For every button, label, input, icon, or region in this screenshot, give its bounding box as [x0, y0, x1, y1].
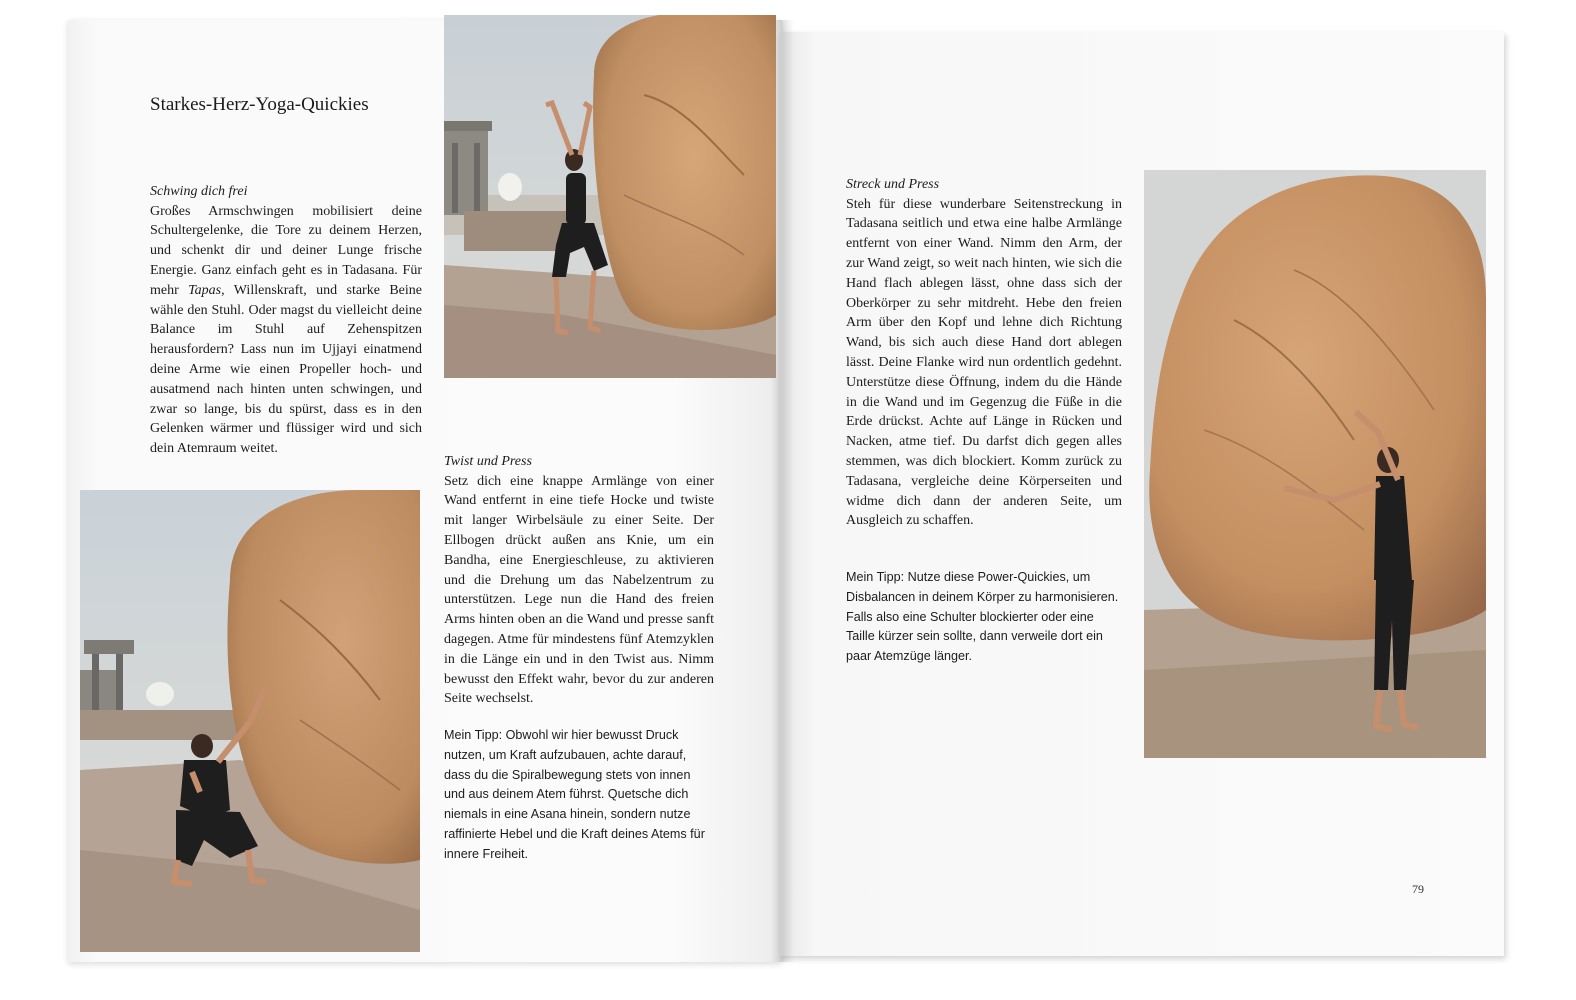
- tip-streck-und-press: Mein Tipp: Nutze diese Power-Quickies, um Disbalancen in deinem Körper zu harmonisieren. Falls also eine Schulter blockierter oder eine Taille kürzer sein sollte, dann verweile dort ein paar Atemzüge länger.: [846, 570, 1119, 664]
- photo-chair-pose: [444, 15, 776, 378]
- section-heading: Twist und Press: [444, 454, 532, 469]
- body-text-part1: Großes Armschwingen mobilisiert deine Schultergelenke, die Tore zu deinem Herzen, und schenkt dir und deiner Lunge frische Energie. Ganz einfach geht es in Tadasana. Für mehr: [150, 203, 422, 298]
- section-twist-und-press: [444, 452, 714, 709]
- section-body: Steh für diese wunderbare Seitenstreckung in Tadasana seitlich und etwa eine halbe Armlänge entfernt von einer Wand. Nimm den Arm, der zur Wand zeigt, so weit nach hinten, wie sich die Hand flach ablegen lässt, ohne dass sich der Oberkörper zu sehr mitdreht. Hebe den freien Arm über den Kopf und lehne dich Richtung Wand, bis sich auch diese Hand dort ablegen lässt. Deine Flanke wird nun ordentlich gedehnt. Unterstütze diese Öffnung, indem du die Hände in die Wand und im Gegenzug die Füße in die Erde drückst. Achte auf Länge in Rücken und Nacken, atme tief. Du darfst dich gegen alles stemmen, was dich blockiert. Komm zurück zu Tadasana, vergleiche deine Körperseiten und widme dich dann der anderen Seite, um Ausgleich zu schaffen.: [846, 196, 1122, 529]
- body-text-part2: , Willenskraft, und starke Beine wähle den Stuhl. Oder magst du vielleicht deine Balance im Stuhl auf Zehenspitzen herausfordern? Lass nun im Ujjayi einatmend deine Arme wie einen Propeller hoch- und ausatmend nach hinten unten schwingen, und zwar so lange, bis du spürst, dass es in den Gelenken wärmer und flüssiger wird und sich dein Atemraum weitet.: [150, 282, 422, 457]
- section-heading: Streck und Press: [846, 177, 940, 192]
- section-schwing-dich-frei: [150, 182, 422, 459]
- section-body: [150, 202, 422, 459]
- photo-stretch-pose: [1144, 170, 1486, 758]
- tip-twist-und-press: Mein Tipp: Obwohl wir hier bewusst Druck nutzen, um Kraft aufzubauen, achte darauf, dass du die Spiralbewegung stets von innen und aus deinem Atem führst. Quetsche dich niemals in eine Asana hinein, sondern nutze raffinierte Hebel und die Kraft deines Atems für innere Freiheit.: [444, 728, 705, 861]
- body-italic-term: Tapas: [188, 282, 222, 298]
- photo-twist-pose: [80, 490, 420, 952]
- page-number: 79: [1412, 882, 1424, 896]
- section-streck-und-press: [846, 175, 1122, 531]
- section-body: Setz dich eine knappe Armlänge von einer Wand entfernt in eine tiefe Hocke und twiste mit langer Wirbelsäule zu einer Seite. Der Ellbogen drückt außen ans Knie, um ein Bandha, eine Energieschleuse, zu aktivieren und die Drehung um das Nabelzentrum zu unterstützen. Lege nun die Hand des freien Arms hinten oben an die Wand und presse sanft dagegen. Atme für mindestens fünf Atemzyklen in die Länge ein und in den Twist aus. Nimm bewusst den Effekt wahr, bevor du zur anderen Seite wechselst.: [444, 473, 714, 707]
- section-heading: Schwing dich frei: [150, 184, 248, 199]
- page-title: Starkes-Herz-Yoga-Quickies: [150, 94, 369, 115]
